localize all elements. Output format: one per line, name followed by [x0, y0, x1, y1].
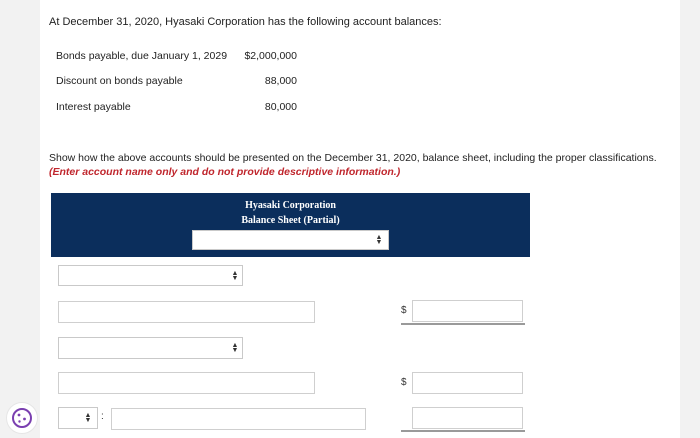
amount-input-3[interactable]	[412, 407, 523, 429]
account-name-bonds: Bonds payable, due January 1, 2029	[56, 50, 228, 62]
account-value-bonds: $2,000,000	[244, 50, 297, 62]
account-name-discount: Discount on bonds payable	[56, 75, 183, 87]
chevron-up-down-icon: ▲ ▼	[375, 234, 383, 246]
account-value-interest: 80,000	[264, 101, 297, 113]
amount-input-1[interactable]	[412, 300, 523, 322]
company-name: Hyasaki Corporation	[245, 200, 336, 211]
prefix-select[interactable]	[58, 407, 98, 429]
colon-separator: :	[101, 411, 104, 422]
classification-select-1[interactable]	[58, 265, 243, 286]
account-name-interest: Interest payable	[56, 101, 131, 113]
sheet-title: Balance Sheet (Partial)	[241, 215, 340, 226]
instruction-note: (Enter account name only and do not provide descriptive information.)	[49, 166, 401, 178]
date-header-select[interactable]	[192, 230, 389, 250]
final-underline	[401, 430, 525, 432]
amount-input-2[interactable]	[412, 372, 523, 394]
dollar-sign: $	[401, 305, 407, 316]
account-value-discount: 88,000	[264, 75, 297, 87]
account-input-2[interactable]	[58, 372, 315, 394]
cookie-icon-graphic	[7, 403, 37, 433]
chevron-up-down-icon: ▲ ▼	[84, 412, 92, 424]
total-underline	[401, 323, 525, 325]
instruction-text: Show how the above accounts should be presented on the December 31, 2020, balance sheet, including the proper classifications.	[49, 152, 657, 164]
problem-intro: At December 31, 2020, Hyasaki Corporation has the following account balances:	[49, 16, 442, 28]
dollar-sign: $	[401, 377, 407, 388]
account-input-3[interactable]	[111, 408, 366, 430]
chevron-up-down-icon: ▲ ▼	[231, 269, 239, 282]
chevron-up-down-icon: ▲ ▼	[231, 342, 239, 354]
balance-sheet-header	[51, 193, 530, 257]
classification-select-2[interactable]	[58, 337, 243, 359]
cookie-icon[interactable]	[6, 402, 38, 434]
account-input-1[interactable]	[58, 301, 315, 323]
